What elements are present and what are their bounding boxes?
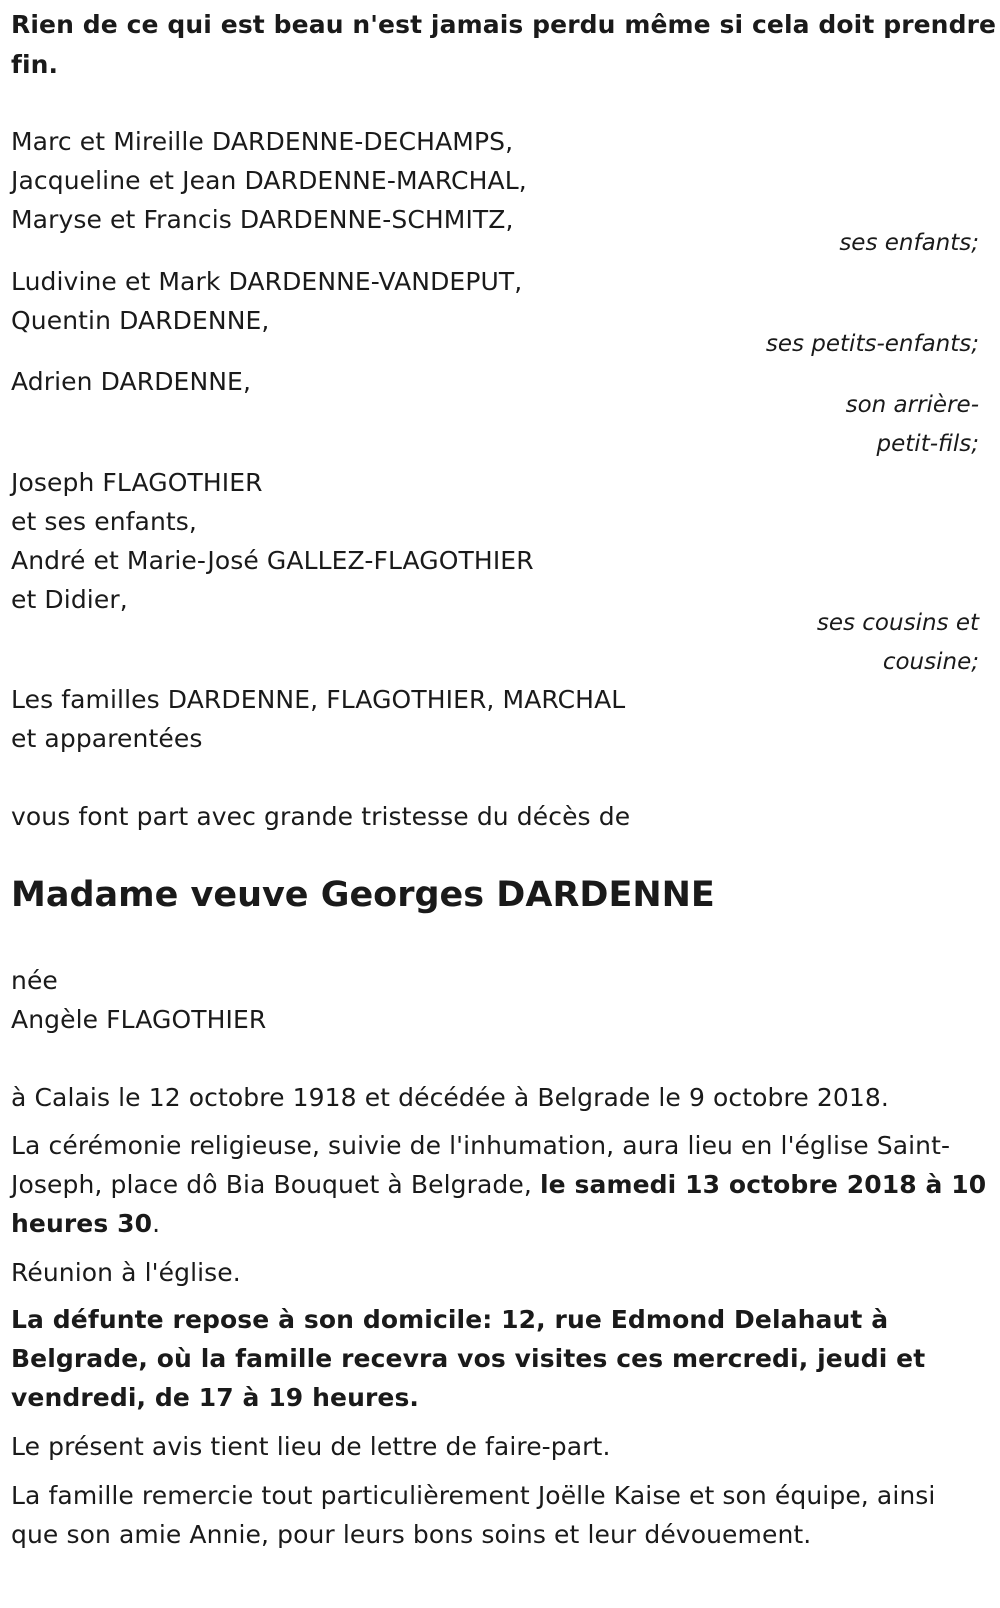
- notice-text: Le présent avis tient lieu de lettre de faire-part.: [11, 1432, 611, 1461]
- grandchild-name: Ludivine et Mark DARDENNE-VANDEPUT,: [11, 267, 523, 296]
- cousin-name: et Didier,: [11, 585, 128, 614]
- cousin-name: Joseph FLAGOTHIER: [11, 468, 263, 497]
- ceremony-line-1: La cérémonie religieuse, suivie de l'inhumation, aura lieu en l'église Saint-: [11, 1131, 951, 1160]
- ceremony-place: Joseph, place dô Bia Bouquet à Belgrade,: [11, 1170, 532, 1199]
- maiden-name: Angèle FLAGOTHIER: [11, 1005, 267, 1034]
- birth-death-text: à Calais le 12 octobre 1918 et décédée à Belgrade le 9 octobre 2018.: [11, 1083, 889, 1112]
- repose-line-2: Belgrade, où la famille recevra vos visites ces mercredi, jeudi et: [11, 1344, 926, 1373]
- ceremony-date: le samedi 13 octobre 2018 à 10: [539, 1170, 987, 1199]
- families-line-2: et apparentées: [11, 724, 203, 753]
- epigraph-line-1: Rien de ce qui est beau n'est jamais perdu même si cela doit prendre: [11, 10, 997, 39]
- cousin-name: et ses enfants,: [11, 507, 197, 536]
- meeting-text: Réunion à l'église.: [11, 1258, 241, 1287]
- child-name: Marc et Mireille DARDENNE-DECHAMPS,: [11, 127, 514, 156]
- cousins-role-line-2: cousine;: [882, 649, 979, 675]
- epigraph-line-2: fin.: [11, 50, 59, 79]
- grandchildren-role: ses petits-enfants;: [765, 331, 979, 357]
- child-name: Jacqueline et Jean DARDENNE-MARCHAL,: [11, 166, 527, 195]
- ceremony-time: heures 30: [11, 1209, 153, 1238]
- thanks-line-1: La famille remercie tout particulièrement Joëlle Kaise et son équipe, ainsi: [11, 1481, 936, 1510]
- great-grandson-role-line-1: son arrière-: [845, 392, 979, 418]
- child-name: Maryse et Francis DARDENNE-SCHMITZ,: [11, 205, 514, 234]
- deceased-title: Madame veuve Georges DARDENNE: [11, 875, 715, 915]
- ceremony-period: .: [152, 1209, 161, 1238]
- grandchild-name: Quentin DARDENNE,: [11, 306, 270, 335]
- cousins-role-line-1: ses cousins et: [816, 610, 979, 636]
- great-grandson-name: Adrien DARDENNE,: [11, 367, 252, 396]
- children-role: ses enfants;: [839, 230, 979, 256]
- announcement-text: vous font part avec grande tristesse du décès de: [11, 802, 631, 831]
- repose-line-3: vendredi, de 17 à 19 heures.: [11, 1383, 420, 1412]
- cousin-name: André et Marie-José GALLEZ-FLAGOTHIER: [11, 546, 534, 575]
- nee-label: née: [11, 966, 58, 995]
- repose-line-1: La défunte repose à son domicile: 12, rue Edmond Delahaut à: [11, 1305, 889, 1334]
- great-grandson-role-line-2: petit-fils;: [876, 431, 979, 457]
- ceremony-line-3: [11, 1204, 160, 1244]
- thanks-line-2: que son amie Annie, pour leurs bons soins et leur dévouement.: [11, 1520, 812, 1549]
- families-line-1: Les familles DARDENNE, FLAGOTHIER, MARCHAL: [11, 685, 626, 714]
- ceremony-line-2: [11, 1165, 986, 1205]
